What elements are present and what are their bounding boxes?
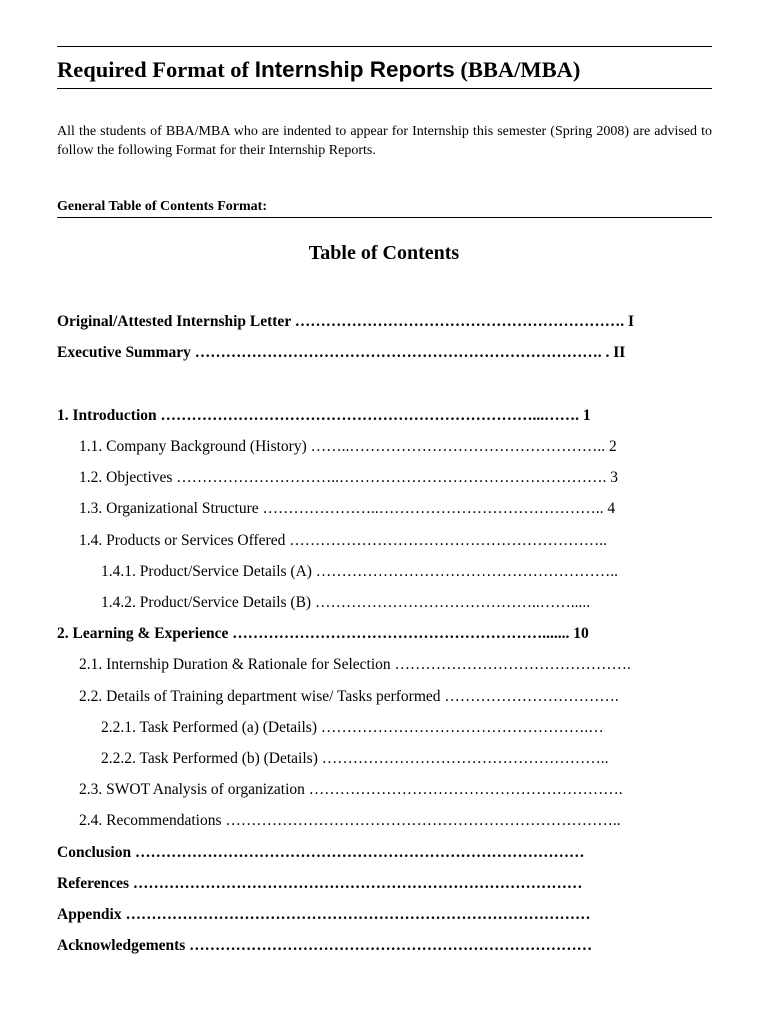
toc-entry-introduction: 1. Introduction ………………………………………………………………...……. 1 — [57, 407, 591, 424]
toc-entry-task-performed-a: 2.2.1. Task Performed (a) (Details) …………………………………………….… — [101, 719, 604, 736]
toc-entry-task-performed-b: 2.2.2. Task Performed (b) (Details) ……………………………………………….. — [101, 750, 609, 767]
intro-paragraph: All the students of BBA/MBA who are indented to appear for Internship this semester (Spring 2008) are advised to follow the following Format for their Internship Reports. — [57, 124, 712, 158]
toc-entry-appendix: Appendix ……………………………………………………………………………… — [57, 906, 591, 923]
toc-entry-organizational-structure: 1.3. Organizational Structure …………………..…………………………………….. 4 — [79, 500, 616, 517]
title-part-3: (BBA/MBA) — [454, 57, 581, 82]
toc-entry-recommendations: 2.4. Recommendations ………………………………………………………………….. — [79, 812, 621, 829]
toc-entry-acknowledgements: Acknowledgements …………………………………………………………………… — [57, 937, 593, 954]
title-part-1: Required Format of — [57, 57, 255, 82]
title-underline-rule — [57, 88, 712, 89]
toc-entry-swot-analysis: 2.3. SWOT Analysis of organization ……………………………………………………. — [79, 781, 623, 798]
toc-entry-objectives: 1.2. Objectives …………………………..……………………………………………. 3 — [79, 469, 619, 486]
toc-format-subheading: General Table of Contents Format: — [57, 199, 267, 214]
toc-entry-product-details-a: 1.4.1. Product/Service Details (A) ………………………………………………….. — [101, 563, 619, 580]
toc-entry-company-background: 1.1. Company Background (History) ……..………………………………………….. 2 — [79, 438, 617, 455]
toc-entry-conclusion: Conclusion …………………………………………………………………………… — [57, 844, 585, 861]
toc-entry-references: References …………………………………………………………………………… — [57, 875, 583, 892]
toc-entry-products-services: 1.4. Products or Services Offered …………………………………………………….. — [79, 532, 607, 549]
toc-entry-training-details: 2.2. Details of Training department wise/ Tasks performed ……………………………. — [79, 688, 619, 705]
subheading-rule — [57, 217, 712, 218]
toc-entry-learning-experience: 2. Learning & Experience ……………………………………………………....... 10 — [57, 625, 589, 642]
toc-entry-internship-duration: 2.1. Internship Duration & Rationale for Selection ………………………………………. — [79, 656, 631, 673]
title-part-2: Internship Reports — [254, 57, 455, 82]
top-rule — [57, 46, 712, 47]
page-title — [57, 54, 712, 89]
toc-entry-product-details-b: 1.4.2. Product/Service Details (B) ……………………………………..……..... — [101, 594, 591, 611]
toc-title: Table of Contents — [308, 242, 460, 264]
toc-entry-executive-summary: Executive Summary ……………………………………………………………………. . II — [57, 344, 626, 361]
toc-entry-internship-letter: Original/Attested Internship Letter ………………………………………………………. I — [57, 313, 635, 330]
